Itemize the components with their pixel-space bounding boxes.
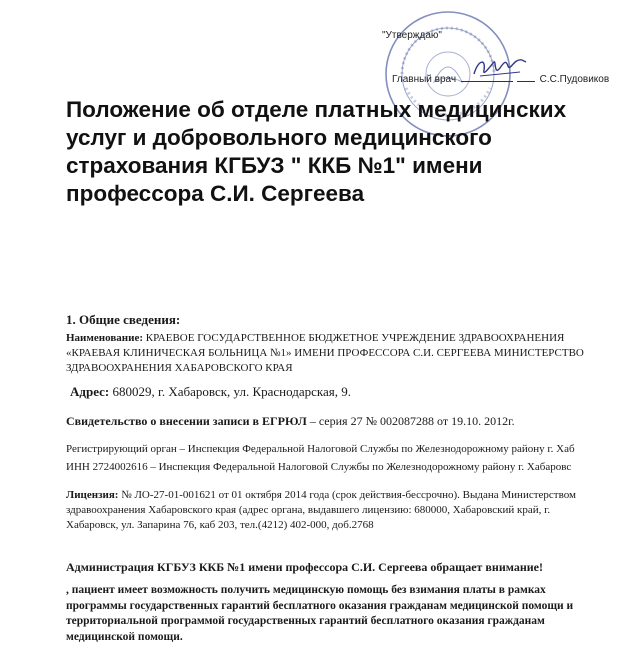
authority-line: Регистрирующий орган – Инспекция Федеральной Налоговой Службы по Железнодорожному району г. Хаб: [66, 443, 575, 455]
license-info: [66, 488, 601, 533]
reg-value: – серия 27 № 002087288 от 19.10. 2012г.: [306, 414, 515, 428]
notice-heading: Администрация КГБУЗ ККБ №1 имени профессора С.И. Сергеева обращает внимание!: [66, 560, 543, 574]
name-label: Наименование:: [66, 332, 143, 344]
approval-position: Главный врач: [392, 74, 457, 85]
registering-authority: [66, 440, 611, 476]
document-title: Положение об отделе платных медицинских услуг и добровольного медицинского страхования КГБУЗ " ККБ №1" имени профессора С.И. Сергеева: [66, 97, 567, 206]
license-value: № ЛО-27-01-001621 от 01 октября 2014 года (срок действия-бессрочно). Выдана Министерством здравоохранения Хабаровского края (адрес органа, выдавшего лицензию: 680000, Хабаровский край, г. Хабаровск, ул. Запарина 76, каб 203, тел.(4212) 402-000, доб.2768: [66, 489, 576, 531]
license-label: Лицензия:: [66, 489, 119, 501]
approval-signature-line: [392, 74, 609, 85]
notice-body: , пациент имеет возможность получить медицинскую помощь без взимания платы в рамках программы государственных гарантий бесплатного оказания гражданам медицинской помощи и территориальной программой государственных гарантий бесплатного оказания гражданам медицинской помощи.: [66, 584, 574, 643]
address: [70, 384, 351, 400]
signature-rule: [517, 81, 535, 82]
address-label: Адрес:: [70, 384, 110, 399]
approval-name: С.С.Пудовиков: [539, 74, 610, 85]
approval-label: "Утверждаю": [382, 30, 442, 41]
registration-certificate: [66, 414, 515, 429]
section-heading: 1. Общие сведения:: [66, 312, 181, 327]
organization-name: [66, 331, 601, 376]
address-value: 680029, г. Хабаровск, ул. Краснодарская, 9.: [109, 384, 352, 399]
reg-label: Свидетельство о внесении записи в ЕГРЮЛ: [66, 414, 307, 428]
signature-rule: [461, 81, 513, 82]
name-value: КРАЕВОЕ ГОСУДАРСТВЕННОЕ БЮДЖЕТНОЕ УЧРЕЖДЕНИЕ ЗДРАВООХРАНЕНИЯ «КРАЕВАЯ КЛИНИЧЕСКАЯ БОЛЬНИЦА №1» ИМЕНИ ПРОФЕССОРА С.И. СЕРГЕЕВА МИНИСТЕРСТВО ЗДРАВООХРАНЕНИЯ ХАБАРОВСКОГО КРАЯ: [66, 332, 584, 374]
inn-line: ИНН 2724002616 – Инспекция Федеральной Налоговой Службы по Железнодорожному району г. Хабаровс: [66, 461, 572, 473]
